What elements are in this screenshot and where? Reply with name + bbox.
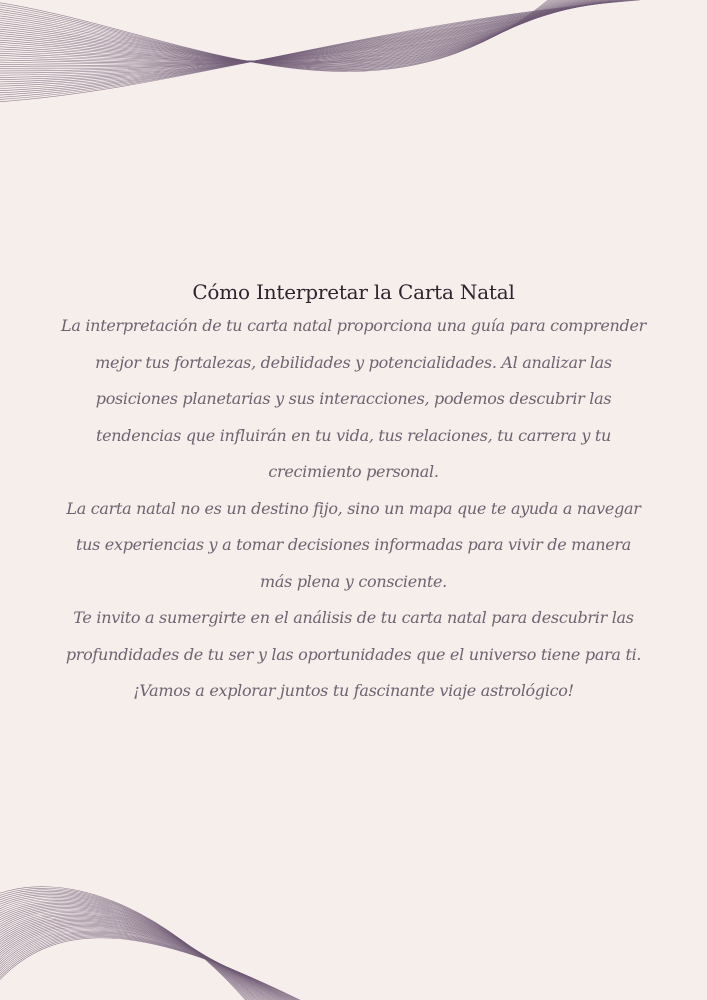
- paragraph-1: La interpretación de tu carta natal proporciona una guía para comprender mejor tus fortalezas, debilidades y potencialidades. Al analizar las posiciones planetarias y sus interacciones, podemos descubrir las tendencias que influirán en tu vida, tus relaciones, tu carrera y tu crecimiento personal.: [61, 316, 646, 481]
- paragraph-2: La carta natal no es un destino fijo, sino un mapa que te ayuda a navegar tus experiencias y a tomar decisiones informadas para vivir de manera más plena y consciente.: [66, 498, 641, 591]
- bottom-wave-decoration: [0, 880, 707, 1000]
- content-block: [60, 280, 647, 710]
- paragraph-3: Te invito a sumergirte en el análisis de tu carta natal para descubrir las profundidades de tu ser y las oportunidades que el universo tiene para ti. ¡Vamos a explorar juntos tu fascinante viaje astrológico!: [65, 608, 642, 700]
- wave-line: [0, 906, 270, 1000]
- top-wave-decoration: [0, 0, 707, 140]
- page-title: Cómo Interpretar la Carta Natal: [192, 280, 515, 304]
- wave-line: [0, 907, 272, 1000]
